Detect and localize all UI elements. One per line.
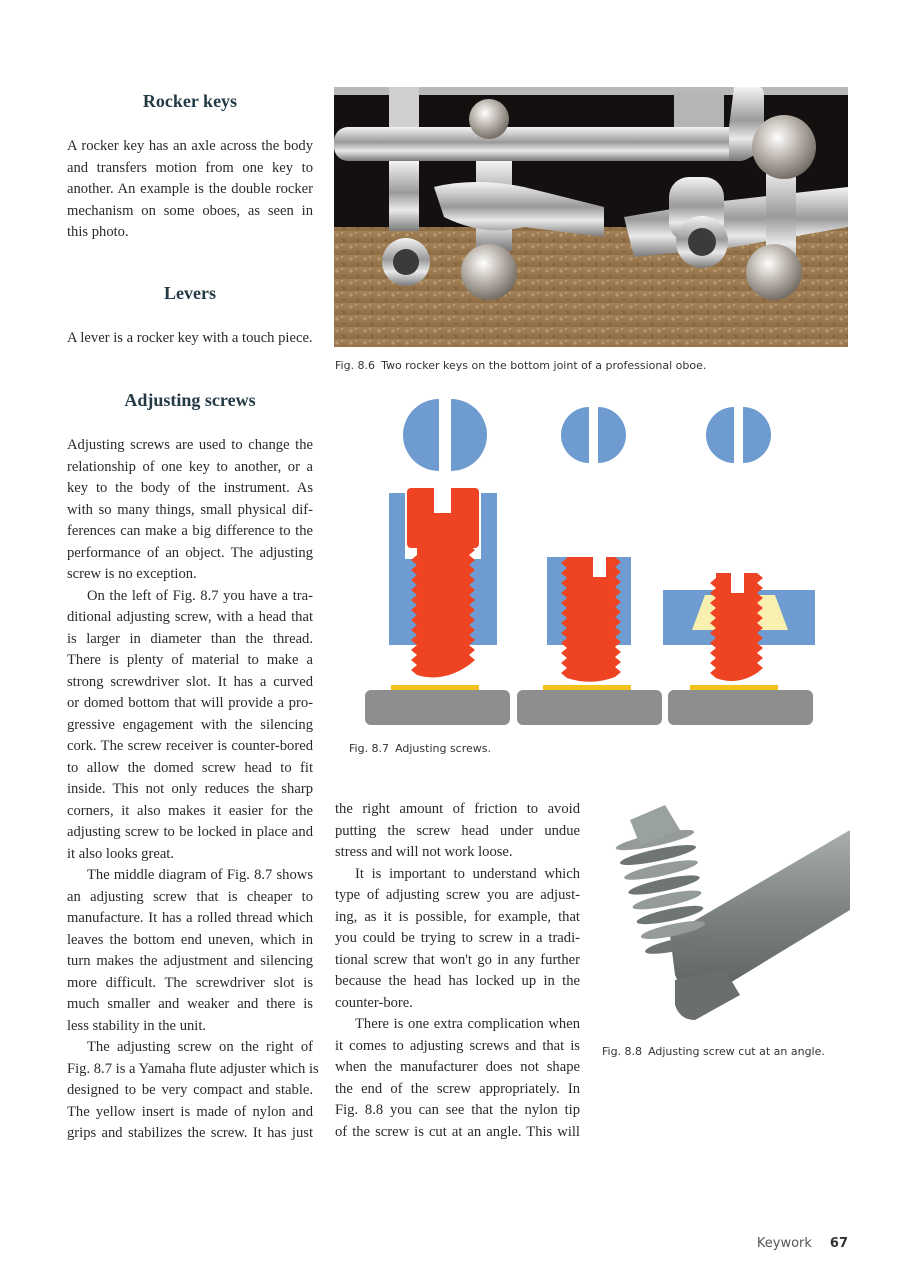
fig-8-7-caption	[349, 742, 491, 755]
text-line: is larger in diameter than the thread.	[67, 630, 313, 647]
text-line: screw is no exception.	[67, 566, 197, 582]
text-line: it also looks great.	[67, 845, 175, 862]
heading-rocker-keys: Rocker keys	[142, 91, 238, 111]
fig-8-8-caption	[602, 1045, 825, 1058]
page-footer	[757, 1236, 848, 1251]
text-line: to allow the domed screw head to fit	[67, 759, 313, 776]
text-line: when the manufacturer does not shape	[335, 1059, 580, 1075]
text-line: it comes to adjusting screws and that is	[335, 1037, 580, 1054]
text-line: leaves the bottom end uneven, which in	[67, 931, 313, 948]
rocker-keys-paragraph	[67, 136, 313, 244]
text-line: The yellow insert is made of nylon and	[67, 1103, 313, 1120]
text-line: stress and will not work loose.	[335, 844, 513, 860]
text-line: inside. This not only reduces the sharp	[67, 781, 313, 797]
text-line: designed to be very compact and stable.	[67, 1082, 313, 1098]
text-line: key to the body of the instrument. As	[67, 480, 313, 496]
running-section-title: Keywork	[756, 1236, 812, 1251]
text-line: an adjusting screw that is cheaper to	[67, 888, 313, 905]
text-line: of the screw is cut at an angle. This will	[335, 1123, 580, 1140]
text-line: less stability in the unit.	[67, 1017, 207, 1034]
fig-8-6-caption	[335, 359, 706, 372]
text-line: or domed bottom that will provide a pro-	[67, 695, 313, 711]
text-line: and transfers motion from one key to	[67, 159, 313, 176]
text-line: A lever is a rocker key with a touch piece.	[67, 330, 313, 346]
adjusting-screws-column-2	[335, 799, 580, 1143]
text-line: counter-bore.	[335, 994, 413, 1011]
text-line: ferences can make a big difference to the	[67, 523, 313, 539]
heading-adjusting-screws: Adjusting screws	[124, 390, 256, 410]
fig-label: Fig. 8.6	[335, 359, 376, 372]
fig-label: Fig. 8.7	[349, 742, 390, 755]
text-line: because the head has locked up in the	[335, 973, 580, 989]
screw-head-top-view-rolled	[561, 407, 626, 463]
text-line: The adjusting screw on the right of	[87, 1039, 313, 1055]
text-line: more difficult. The screwdriver slot is	[67, 974, 313, 991]
text-line: grips and stabilizes the screw. It has just	[67, 1125, 313, 1141]
text-line: adjusting screw to be locked in place and	[67, 824, 313, 840]
text-line: the right amount of friction to avoid	[335, 801, 580, 817]
fig-8-8-photo	[600, 795, 850, 1030]
text-line: performance of an object. The adjusting	[67, 544, 313, 561]
rolled-thread-adjusting-screw	[517, 557, 662, 725]
text-line: It is important to understand which	[355, 865, 580, 882]
page-number: 67	[829, 1236, 848, 1251]
fig-text: Adjusting screws.	[395, 742, 492, 755]
screw-head-top-view-yamaha	[706, 407, 771, 463]
text-line: gressive engagement with the silencing	[67, 716, 313, 733]
text-line: another. An example is the double rocker	[67, 181, 313, 197]
text-line: Fig. 8.8 you can see that the nylon tip	[335, 1102, 580, 1118]
fig-label: Fig. 8.8	[602, 1045, 643, 1058]
oboe-rocker-keys-image	[334, 87, 848, 347]
fig-text: Adjusting screw cut at an angle.	[648, 1045, 825, 1058]
text-line: tional screw that won't go in any further	[335, 951, 580, 968]
text-line: strong screwdriver slot. It has a curved	[67, 673, 313, 690]
fig-text: Two rocker keys on the bottom joint of a professional oboe.	[381, 359, 707, 372]
angled-screw-image	[600, 795, 850, 1030]
text-line: the end of the screw appropriately. In	[335, 1080, 580, 1097]
text-line: manufacture. It has a rolled thread which	[67, 910, 313, 926]
text-line: putting the screw head under undue	[335, 822, 580, 839]
text-line: ing, as it is possible, for example, that	[335, 908, 580, 925]
yamaha-flute-adjuster	[663, 573, 815, 725]
text-line: relationship of one key to another, or a	[67, 458, 313, 475]
levers-paragraph	[67, 328, 317, 350]
text-line: There is plenty of material to make a	[67, 652, 313, 668]
text-line: cork. The screw receiver is counter-bored	[67, 738, 313, 754]
text-line: ditional adjusting screw, with a head that	[67, 609, 313, 625]
text-line: mechanism on some oboes, as seen in	[67, 202, 313, 219]
text-line: turn makes the adjustment and silencing	[67, 953, 313, 969]
text-line: Adjusting screws are used to change the	[67, 437, 313, 453]
traditional-adjusting-screw	[365, 488, 510, 725]
text-line: There is one extra complication when	[355, 1016, 580, 1032]
screw-head-top-view-traditional	[403, 399, 487, 471]
heading-levers: Levers	[164, 283, 216, 303]
text-line: On the left of Fig. 8.7 you have a tra-	[87, 587, 313, 604]
text-line: much smaller and weaker and there is	[67, 996, 313, 1012]
text-line: you could be trying to screw in a tradi-	[335, 930, 580, 946]
fig-8-6-photo	[334, 87, 848, 347]
fig-8-7-diagram	[360, 395, 820, 730]
text-line: Fig. 8.7 is a Yamaha flute adjuster which is	[67, 1060, 319, 1077]
adjusting-screws-column-1	[67, 435, 319, 1145]
adjusting-screws-diagram	[360, 395, 820, 730]
text-line: type of adjusting screw you are adjust-	[335, 887, 580, 903]
text-line: this photo.	[67, 224, 129, 240]
text-line: corners, it also makes it easier for the	[67, 802, 313, 819]
text-line: with so many things, small physical dif-	[67, 501, 313, 518]
text-line: The middle diagram of Fig. 8.7 shows	[87, 867, 313, 883]
text-line: A rocker key has an axle across the body	[67, 138, 313, 154]
